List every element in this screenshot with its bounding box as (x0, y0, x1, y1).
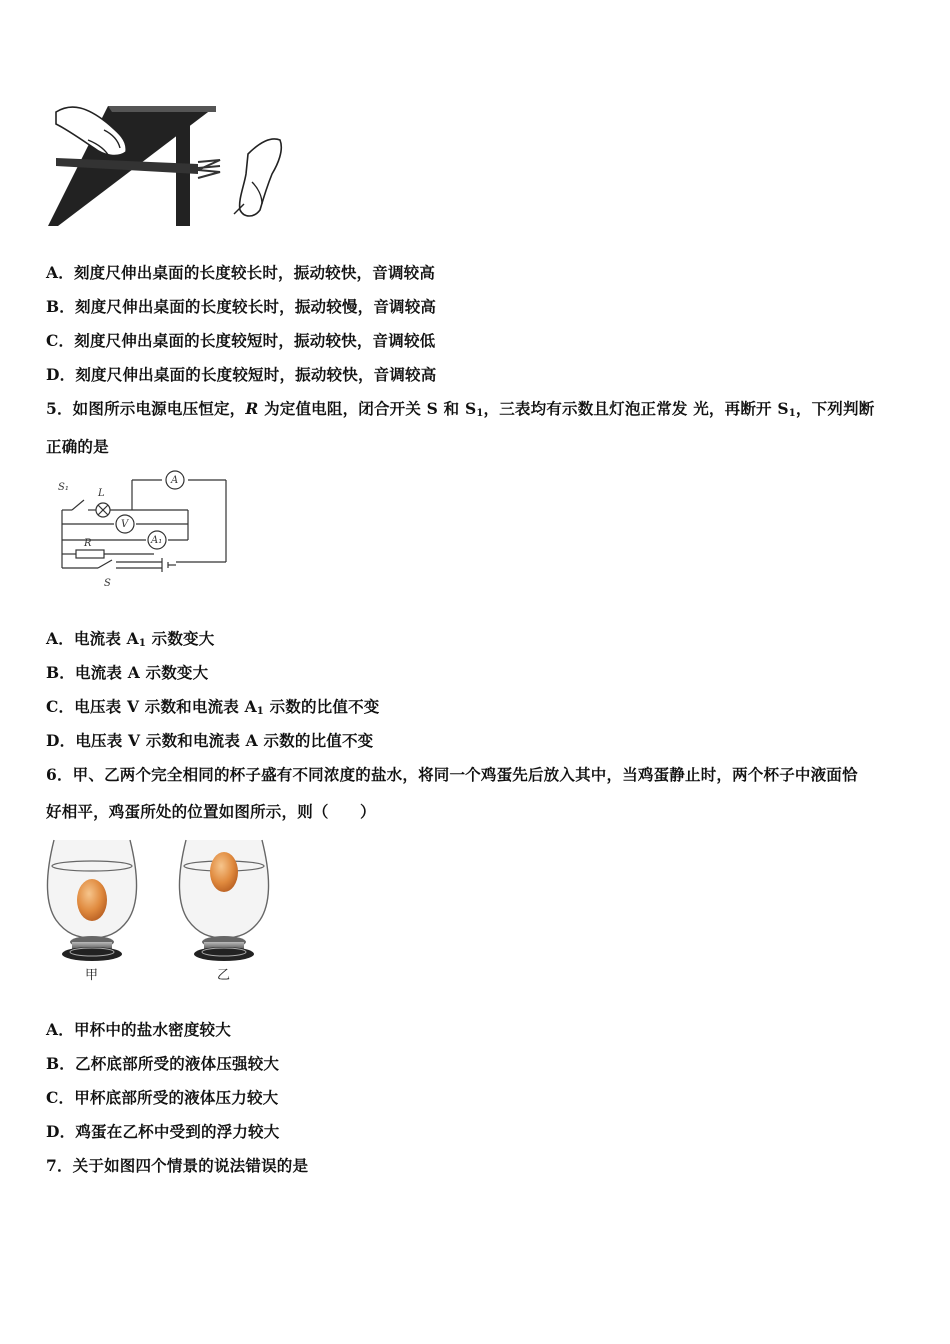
label-r: R (84, 538, 92, 549)
q5-option-c[interactable]: C．电压表 V 示数和电流表 $A_1$ 示数的比值不变 (46, 697, 380, 717)
q6-option-d[interactable]: D．鸡蛋在乙杯中受到的浮力较大 (46, 1122, 280, 1141)
q6-option-c[interactable]: C．甲杯底部所受的液体压力较大 (46, 1088, 279, 1107)
q5-option-d[interactable]: D．电压表 V 示数和电流表 A 示数的比值不变 (46, 731, 374, 750)
q4-option-a[interactable]: A．刻度尺伸出桌面的长度较长时，振动较快，音调较高 (46, 263, 436, 282)
label-a1: A₁ (151, 535, 163, 546)
label-v: V (121, 519, 129, 530)
q6-stem-line1: 6．甲、乙两个完全相同的杯子盛有不同浓度的盐水，将同一个鸡蛋先后放入其中，当鸡蛋静止时，两个杯子中液面恰 (46, 765, 858, 784)
cup-yi (180, 840, 269, 961)
label-s1: S₁ (58, 482, 69, 493)
label-s: S (104, 578, 111, 589)
label-a: A (171, 475, 179, 486)
cup-label-jia: 甲 (85, 968, 99, 983)
cup-label-yi: 乙 (217, 968, 231, 983)
q6-option-a[interactable]: A．甲杯中的盐水密度较大 (46, 1020, 231, 1039)
egg-cups-figure (44, 832, 280, 984)
cup-jia (48, 840, 137, 961)
q6-option-b[interactable]: B．乙杯底部所受的液体压强较大 (46, 1054, 280, 1073)
q4-option-c[interactable]: C．刻度尺伸出桌面的长度较短时，振动较快，音调较低 (46, 331, 436, 350)
q4-option-b[interactable]: B．刻度尺伸出桌面的长度较长时，振动较慢，音调较高 (46, 297, 437, 316)
ruler-desk-figure (48, 100, 288, 232)
q5-option-a[interactable]: A．电流表 $A_1$ 示数变大 (46, 629, 215, 649)
q5-option-b[interactable]: B．电流表 A 示数变大 (46, 663, 209, 682)
q6-stem-line2: 好相平，鸡蛋所处的位置如图所示，则（ ） (46, 802, 376, 821)
q7-stem: 7．关于如图四个情景的说法错误的是 (46, 1156, 309, 1175)
label-l: L (98, 488, 105, 499)
q5-stem: 5．如图所示电源电压恒定，R 为定值电阻，闭合开关 S 和 $S_1$，三表均有示数且灯泡正常发 光，再断开 $S_1$，下列判断 (46, 399, 875, 419)
q5-stem-line2: 正确的是 (46, 437, 109, 456)
q4-option-d[interactable]: D．刻度尺伸出桌面的长度较短时，振动较快，音调较高 (46, 365, 437, 384)
circuit-diagram (54, 470, 234, 592)
